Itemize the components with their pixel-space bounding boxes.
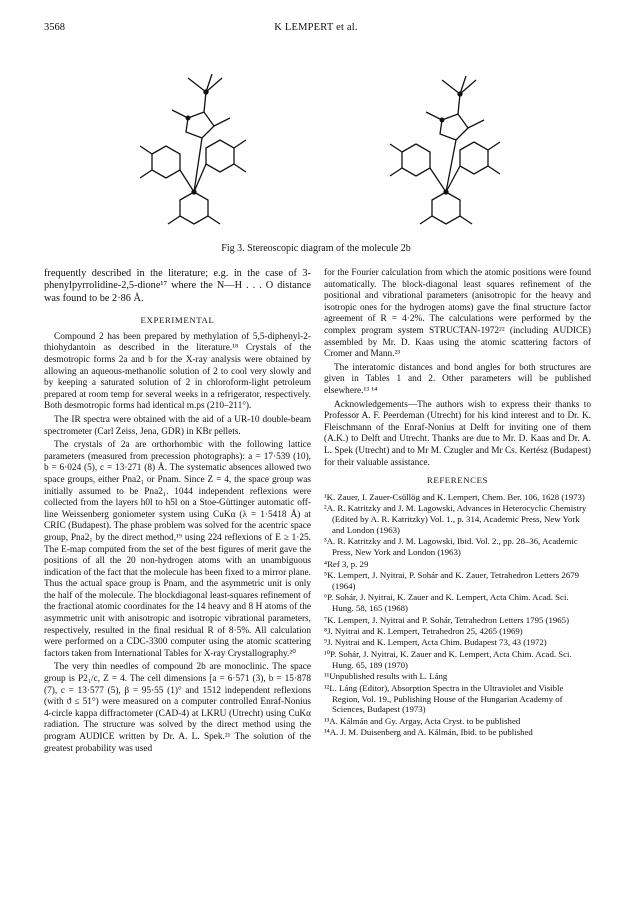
reference-item: ⁹J. Nyitrai and K. Lempert, Acta Chim. Budapest 73, 43 (1972) [324, 637, 547, 648]
figure-caption: Fig 3. Stereoscopic diagram of the molecule 2b [221, 243, 411, 254]
section-heading-references: REFERENCES [426, 475, 489, 486]
intro-paragraph: frequently described in the literature; e.g. in the case of 3-phenylpyrrolidine-2,5-dione¹⁷ where the N—H . . . O distance was found to be 2·86 Å. [44, 268, 311, 304]
paragraph: The IR spectra were obtained with the aid of a UR-10 double-beam spectrometer (Carl Zeiss, Jena, GDR) in KBr pellets. [44, 414, 311, 437]
reference-list [324, 492, 591, 738]
reference-item: ¹⁴A. J. M. Duisenberg and A. Kálmán, Ibid. to be published [324, 727, 533, 738]
paragraph: for the Fourier calculation from which the atomic positions were found automatically. The block-diagonal least squares refinement of the positional and vibrational parameters (anisotropic for the heavy and isotropic ones for the hydrogen atoms) gave the final structure factor agreement of R = 4·2%. The calculations were performed by the complex program system STRUCTAN-1972²² (including AUDICE) assembled by Mr. D. Kaas using the atomic scattering factors of Cromer and Mann.²³ [324, 268, 591, 360]
section-heading-experimental: EXPERIMENTAL [140, 315, 215, 326]
reference-item: ³A. R. Katritzky and J. M. Lagowski, Ibid. Vol. 2., pp. 28–36, Academic Press, New York and London (1963) [324, 536, 578, 558]
reference-item: ⁸J. Nyitrai and K. Lempert, Tetrahedron 25, 4265 (1969) [324, 626, 523, 637]
reference-item: ⁴Ref 3, p. 29 [324, 558, 369, 569]
reference-item: ¹⁰P. Sohár, J. Nyitrai, K. Zauer and K. Lempert, Acta Chim. Acad. Sci. Hung. 65, 189 (1970) [324, 648, 572, 670]
stereo-view-left [140, 74, 246, 224]
acknowledgements: Acknowledgements—The authors wish to express their thanks to Professor A. F. Peerdeman (Utrecht) for his kind interest and to Dr. K. Fleischmann of the Enraf-Nonius at Delft for inviting one of them (A.K.) to Delft and Utrecht. Thanks are due to Mr. D. Kaas and Dr. A. L. Spek (Utrecht) and to Mr M. Czugler and Mr Cs. Kertész (Budapest) for their valuable assistance. [324, 399, 591, 468]
paragraph: The interatomic distances and bond angles for both structures are given in Tables 1 and 2. Other parameters will be published elsewhere.¹³ ¹⁴ [324, 362, 591, 396]
reference-item: ¹³A. Kálmán and Gy. Argay, Acta Cryst. to be published [324, 715, 521, 726]
left-column [44, 268, 311, 757]
reference-item: ¹²L. Láng (Editor), Absorption Spectra in the Ultraviolet and Visible Region, Vol. 19., Publishing House of the Hungarian Academy of Sciences, Budapest (1973) [324, 682, 564, 715]
paragraph: Compound 2 has been prepared by methylation of 5,5-diphenyl-2-thiohydantoin as described in the literature.¹⁸ Crystals of the desmotropic forms 2a and b for the X-ray analysis were obtained by allowing an aqueous-methanolic solution of 2 to cool very slowly and by keeping a saturated solution of 2 in chloroform-light petroleum prepared at room temp for several weeks in a refrigerator, respectively. Both desmotropic forms had identical m.ps (210–211°). [44, 331, 311, 412]
stereo-view-right [390, 76, 500, 224]
reference-item: ¹K. Zauer, I. Zauer-Csüllög and K. Lempert, Chem. Ber. 106, 1628 (1973) [324, 491, 585, 502]
stereo-figure [90, 70, 560, 230]
running-title: K LEMPERT et al. [274, 22, 358, 33]
right-column [324, 268, 591, 739]
page-number: 3568 [44, 22, 65, 33]
reference-item: ²A. R. Katritzky and J. M. Lagowski, Advances in Heterocyclic Chemistry (Edited by A. R. Katritzky) Vol. 1., p. 314, Academic Press, New York and London (1963) [324, 503, 587, 535]
reference-item: ¹¹Unpublished results with L. Láng [324, 671, 448, 682]
reference-item: ⁶P. Sohár, J. Nyitrai, K. Zauer and K. Lempert, Acta Chim. Acad. Sci. Hung. 58, 165 (1968) [324, 592, 569, 614]
stereo-molecule-drawing [90, 70, 560, 230]
paragraph: The crystals of 2a are orthorhombic with the following lattice parameters (measured from precession photographs): a = 17·539 (10), b = 6·024 (5), c = 13·271 (8) Å. The systematic absences allowed two space groups, either Pna2₁ or Pnam. Since Z = 4, the space group was initially assumed to be Pna2₁. 1044 independent reflexions were collected from the layers h0l to h5l on a Stoe-Güttinger automatic off-line Weissenberg goniometer system using CuKα (λ = 1·5418 Å) at CRIC (Budapest). The phase problem was solved for the acentric space group, Pna2₁ by the direct method,¹⁹ using 224 reflexions of E ≥ 1·25. The E-map computed from the set of the best figures of merit gave the positions of all the 20 non-hydrogen atoms with an unambiguous indication of the fact that the molecule has been fixed to a mirror plane. Thus the actual space group is Pnam, and the asymmetric unit is only the half of the molecule. The blockdiagonal least-squares refinement of the fractional atomic coordinates for the 14 heavy and 8 H atoms of the asymmetric unit with anisotropic and isotropic vibrational parameters, respectively, resulted in the final residual R of 8·5%. All calculation were performed on a CDC-3300 computer using the atomic scattering factors taken from International Tables for X-ray Crystallography.²⁰ [44, 440, 311, 659]
reference-item: ⁷K. Lempert, J. Nyitrai and P. Sohár, Tetrahedron Letters 1795 (1965) [324, 614, 570, 625]
paragraph: The very thin needles of compound 2b are monoclinic. The space group is P2₁/c, Z = 4. The cell dimensions [a = 6·571 (3), b = 15·878 (7), c = 13·577 (5), β = 95·55 (1)° and 1512 independent reflexions (with ϑ ≤ 51°) were measured on a computer controlled Enraf-Nonius 4-circle kappa diffractometer (CAD-4) at LKRU (Utrecht) using CuKα radiation. The structure was solved by the direct method using the program AUDICE written by Dr. A. L. Spek.²¹ The solution of the greatest probability was used [44, 662, 311, 754]
page-header [44, 22, 588, 36]
reference-item: ⁵K. Lempert, J. Nyitrai, P. Sohár and K. Zauer, Tetrahedron Letters 2679 (1964) [324, 570, 580, 591]
